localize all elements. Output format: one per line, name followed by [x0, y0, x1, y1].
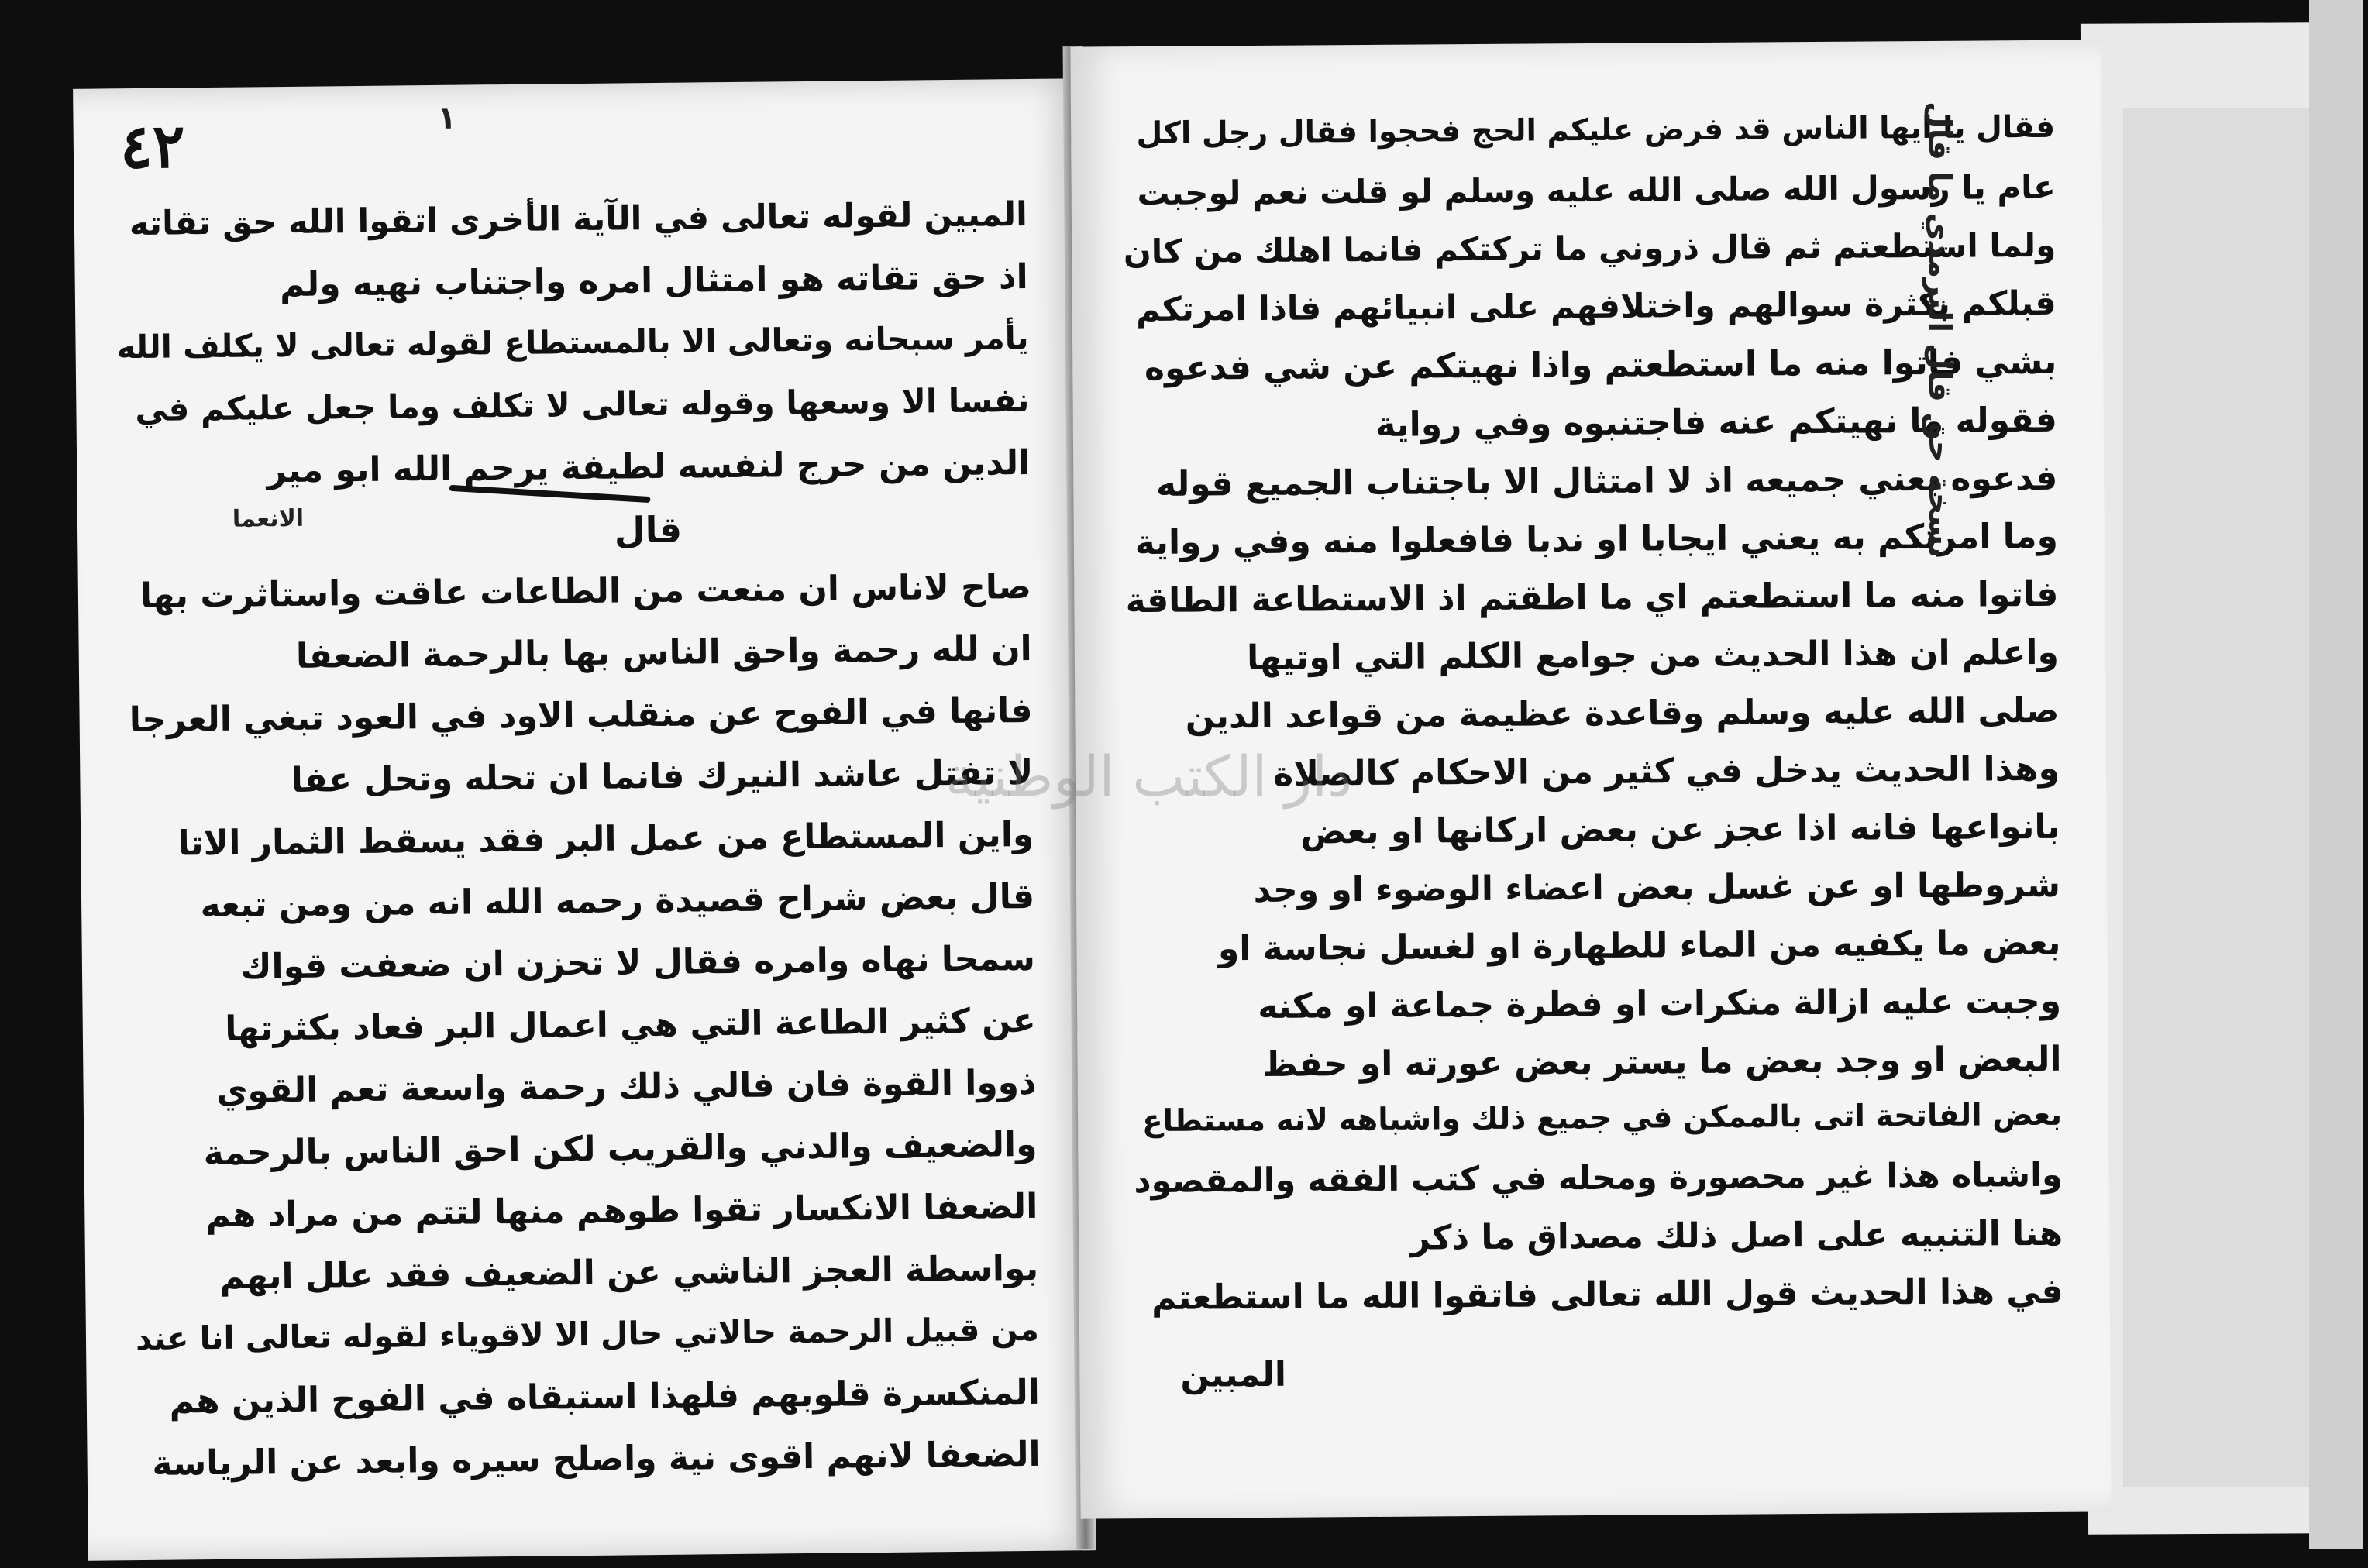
- manuscript-line: وما امرتكم به يعني ايجابا او ندبا فافعلوا منه وفي رواية: [1134, 516, 2059, 563]
- manuscript-line: سمحا نهاه وامره فقال لا تحزن ان ضعفت قواك: [239, 938, 1036, 987]
- manuscript-line: فدعوه يعني جميعه اذ لا امتثال الا باجتناب الجميع قوله: [1155, 458, 2058, 504]
- manuscript-line: من قبيل الرحمة حالاتي حال الا لاقوياء لقوله تعالى انا عند: [135, 1310, 1040, 1358]
- top-mark: ١: [437, 100, 457, 136]
- left-page: [73, 78, 1096, 1561]
- manuscript-line: بعض ما يكفيه من الماء للطهارة او لغسل نجاسة او: [1217, 923, 2061, 969]
- manuscript-line: واعلم ان هذا الحديث من جوامع الكلم التي اوتيها: [1247, 632, 2060, 679]
- right-margin-note: نسخة حق قال الترمذي ما قال: [1922, 101, 1957, 558]
- manuscript-line: بشي فاتوا منه ما استطعتم واذا نهيتكم عن شي فدعوه: [1144, 342, 2057, 389]
- manuscript-line: فانها في الفوح عن منقلب الاود في العود تبغي العرجا: [129, 690, 1033, 741]
- manuscript-line: يأمر سبحانه وتعالى الا بالمستطاع لقوله تعالى لا يكلف الله: [116, 318, 1029, 366]
- manuscript-line: ان لله رحمة واحق الناس بها بالرحمة الضعفا: [295, 628, 1032, 676]
- manuscript-line: في هذا الحديث قول الله تعالى فاتقوا الله ما استطعتم: [1151, 1271, 2063, 1318]
- manuscript-line: الضعفا الانكسار تقوا طوهم منها لتتم من مراد هم: [205, 1186, 1038, 1236]
- manuscript-line: والضعيف والدني والقريب لكن احق الناس بالرحمة: [203, 1124, 1038, 1174]
- manuscript-line: فقال يا ايها الناس قد فرض عليكم الحج فحجوا فقال رجل اكل: [1136, 109, 2056, 152]
- manuscript-line: فقوله ما نهيتكم عنه فاجتنبوه وفي رواية: [1375, 400, 2057, 445]
- left-margin-note: الانعما: [232, 504, 305, 533]
- manuscript-line: المنكسرة قلوبهم فلهذا استبقاه في الفوح الذين هم: [169, 1372, 1041, 1422]
- manuscript-line: لا تفتل عاشد النيرك فانما ان تحله وتحل عفا: [291, 752, 1034, 800]
- manuscript-line: واشباه هذا غير محصورة ومحله في كتب الفقه والمقصود: [1134, 1155, 2063, 1202]
- manuscript-line: واين المستطاع من عمل البر فقد يسقط الثمار الاتا: [177, 814, 1034, 864]
- manuscript-line: الدين من حرج لنفسه لطيفة يرحم الله ابو مير: [267, 442, 1031, 491]
- folio-number: ٤٢: [119, 111, 186, 183]
- underlying-leaf: [2309, 0, 2363, 1549]
- manuscript-line: قبلكم بكثرة سوالهم واختلافهم على انبيائهم فاذا امرتكم: [1135, 284, 2057, 330]
- manuscript-line: اذ حق تقاته هو امتثال امره واجتناب نهيه ولم: [279, 256, 1028, 305]
- manuscript-line: ذووا القوة فان فالي ذلك رحمة واسعة تعم القوي: [215, 1062, 1037, 1111]
- manuscript-line: البعض او وجد بعض ما يستر بعض عورته او حفظ: [1261, 1039, 2062, 1085]
- manuscript-line: بعض الفاتحة اتى بالممكن في جميع ذلك واشباهه لانه مستطاع: [1141, 1097, 2063, 1140]
- manuscript-line: صلى الله عليه وسلم وقاعدة عظيمة من قواعد الدين: [1185, 690, 2060, 737]
- manuscript-line: قال بعض شراح قصيدة رحمه الله انه من ومن تبعه: [200, 876, 1035, 926]
- manuscript-line: نفسا الا وسعها وقوله تعالى لا تكلف وما جعل عليكم في: [135, 380, 1030, 429]
- manuscript-line: المبين لقوله تعالى في الآية الأخرى اتقوا الله حق تقاته: [129, 194, 1028, 244]
- manuscript-line: الضعفا لانهم اقوى نية واصلح سيره وابعد عن الرياسة: [152, 1434, 1041, 1484]
- watermark: دار الكتب الوطنية: [945, 744, 1353, 809]
- manuscript-line: وهذا الحديث يدخل في كثير من الاحكام كالصلاة: [1273, 748, 2060, 794]
- manuscript-line: ولما استطعتم ثم قال ذروني ما تركتكم فانما اهلك من كان: [1123, 225, 2057, 271]
- manuscript-line: هنا التنبيه على اصل ذلك مصداق ما ذكر: [1410, 1213, 2063, 1258]
- manuscript-line: بانواعها فانه اذا عجز عن بعض اركانها او بعض: [1299, 806, 2060, 852]
- manuscript-line: وجبت عليه ازالة منكرات او فطرة جماعة او مكنه: [1258, 981, 2062, 1027]
- manuscript-line: شروطها او عن غسل بعض اعضاء الوضوء او وجد: [1253, 865, 2061, 911]
- manuscript-line: فاتوا منه ما استطعتم اي ما اطقتم اذ الاستطاعة الطاقة: [1125, 574, 2059, 621]
- manuscript-line: قال: [614, 508, 683, 552]
- manuscript-line: صاح لاناس ان منعت من الطاعات عاقت واستاثرت بها: [139, 566, 1032, 616]
- manuscript-line: بواسطة العجز الناشي عن الضعيف فقد علل ابهم: [219, 1248, 1039, 1297]
- manuscript-line: عن كثير الطاعة التي هي اعمال البر فعاد بكثرتها: [225, 1000, 1037, 1049]
- catchword: المبين: [1180, 1354, 1287, 1395]
- manuscript-line: عام يا رسول الله صلى الله عليه وسلم لو قلت نعم لوجبت: [1137, 167, 2056, 213]
